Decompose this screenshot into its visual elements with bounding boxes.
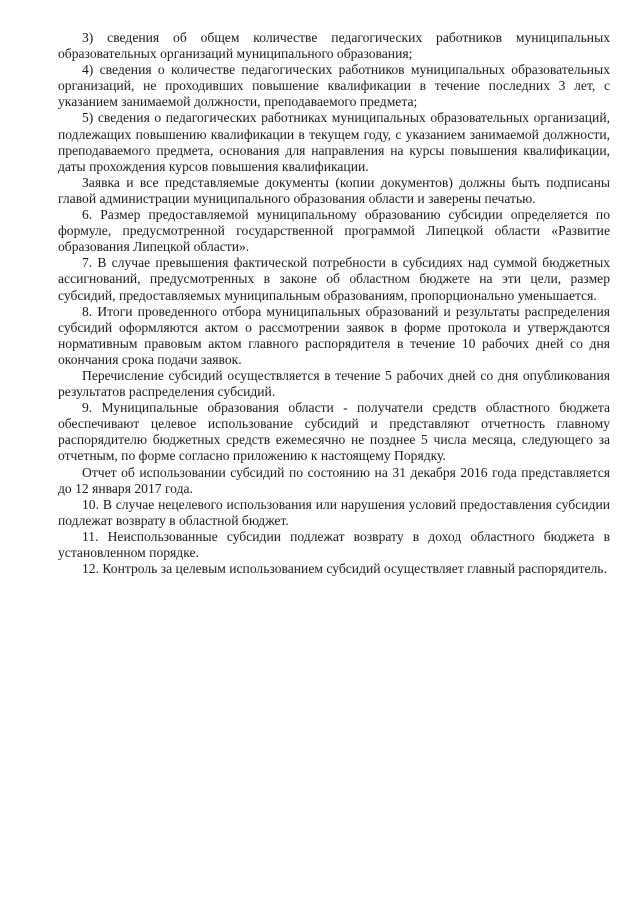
paragraph-signature-requirements: Заявка и все представляемые документы (копии документов) должны быть подписаны главой администрации муниципального образования области и заверены печатью.	[58, 174, 610, 206]
paragraph-report-deadline: Отчет об использовании субсидий по состоянию на 31 декабря 2016 года представляется до 12 января 2017 года.	[58, 464, 610, 496]
paragraph-point-9: 9. Муниципальные образования области - получатели средств областного бюджета обеспечивают целевое использование субсидий и представляют отчетность главному распорядителю бюджетных средств ежемесячно не позднее 5 числа месяца, следующего за отчетным, по форме согласно приложению к настоящему Порядку.	[58, 400, 610, 464]
paragraph-point-7: 7. В случае превышения фактической потребности в субсидиях над суммой бюджетных ассигнований, предусмотренных в законе об областном бюджете на эти цели, размер субсидий, предоставляемых муниципальным образованиям, пропорционально уменьшается.	[58, 255, 610, 303]
paragraph-item-4: 4) сведения о количестве педагогических работников муниципальных образовательных организаций, не проходивших повышение квалификации в течение последних 3 лет, с указанием занимаемой должности, преподаваемого предмета;	[58, 62, 610, 110]
paragraph-point-11: 11. Неиспользованные субсидии подлежат возврату в доход областного бюджета в установленном порядке.	[58, 528, 610, 560]
paragraph-point-8: 8. Итоги проведенного отбора муниципальных образований и результаты распределения субсидий оформляются актом о рассмотрении заявок в форме протокола и утверждаются нормативным правовым актом главного распорядителя в течение 10 рабочих дней со дня окончания срока подачи заявок.	[58, 303, 610, 367]
paragraph-item-5: 5) сведения о педагогических работниках муниципальных образовательных организаций, подлежащих повышению квалификации в текущем году, с указанием занимаемой должности, преподаваемого предмета, основания для направления на курсы повышения квалификации, даты прохождения курсов повышения квалификации.	[58, 110, 610, 174]
paragraph-item-3: 3) сведения об общем количестве педагогических работников муниципальных образовательных организаций муниципального образования;	[58, 30, 610, 62]
document-body	[58, 30, 610, 577]
paragraph-transfer-timing: Перечисление субсидий осуществляется в течение 5 рабочих дней со дня опубликования результатов распределения субсидий.	[58, 367, 610, 400]
paragraph-point-6: 6. Размер предоставляемой муниципальному образованию субсидии определяется по формуле, предусмотренной государственной программой Липецкой области «Развитие образования Липецкой области».	[58, 207, 610, 255]
paragraph-point-10: 10. В случае нецелевого использования или нарушения условий предоставления субсидии подлежат возврату в областной бюджет.	[58, 496, 610, 528]
paragraph-point-12: 12. Контроль за целевым использованием субсидий осуществляет главный распорядитель.	[82, 561, 607, 577]
